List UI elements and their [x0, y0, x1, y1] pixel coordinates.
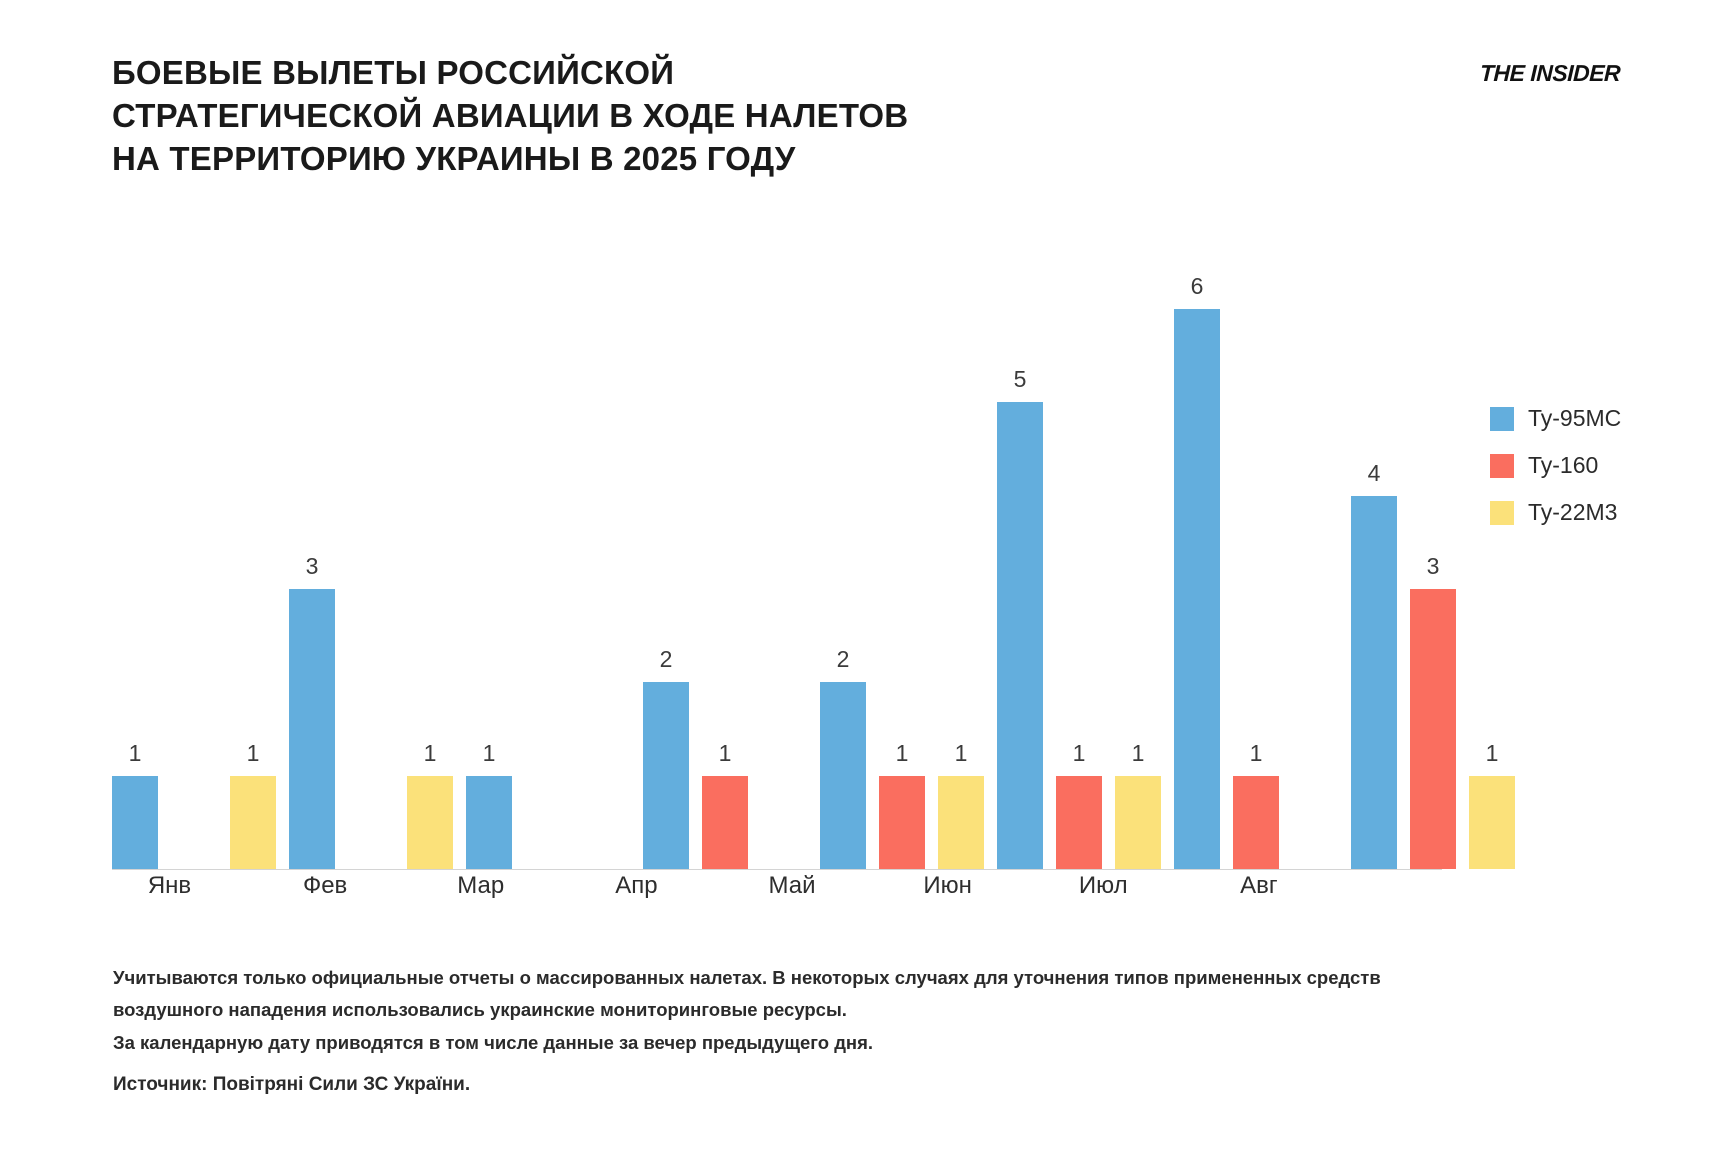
bar-slot [1056, 250, 1102, 869]
footnote-line-1: Учитываются только официальные отчеты о массированных налетах. В некоторых случаях для уточнения типов примененных средств [113, 967, 1381, 988]
bar [230, 776, 276, 869]
bar-slot [112, 250, 158, 869]
x-tick-label: Апр [615, 872, 658, 899]
x-tick-label: Авг [1240, 872, 1278, 899]
bar-slot [1351, 250, 1397, 869]
bar-slot [879, 250, 925, 869]
x-axis-labels [112, 872, 1357, 900]
legend-swatch-icon [1490, 454, 1514, 478]
bar [643, 682, 689, 869]
bar-value-label: 3 [305, 553, 319, 579]
bar-value-label: 2 [836, 646, 850, 673]
bar-slot [820, 250, 866, 869]
legend-item[interactable] [1490, 405, 1621, 432]
bar-slot [466, 250, 512, 869]
chart-legend [1490, 405, 1621, 526]
bar-slot [938, 250, 984, 869]
bar-group [997, 250, 1174, 869]
bar-chart [112, 250, 1499, 899]
x-tick-label: Июн [923, 872, 972, 899]
bar-slot [1233, 250, 1279, 869]
page-title [112, 52, 908, 181]
bar-value-label: 1 [1072, 739, 1086, 766]
bar-slot [289, 250, 335, 869]
legend-swatch-icon [1490, 407, 1514, 431]
bar-value-label: 1 [1131, 739, 1145, 766]
title-line-2: СТРАТЕГИЧЕСКОЙ АВИАЦИИ В ХОДЕ НАЛЕТОВ [112, 96, 909, 134]
bar-value-label: 6 [1190, 273, 1204, 299]
bar-slot [1410, 250, 1456, 869]
bar-slot [1174, 250, 1220, 869]
x-tick-label: Янв [147, 872, 192, 899]
bar [466, 776, 512, 869]
header [112, 52, 1620, 181]
bar-value-label: 1 [1249, 739, 1263, 766]
bar-slot [584, 250, 630, 869]
source-line: Источник: Повітряні Сили ЗС України. [113, 1073, 471, 1095]
bar-group [1174, 250, 1351, 869]
bar-slot [1469, 250, 1515, 869]
brand-logo: THE INSIDER [1479, 60, 1621, 86]
bar [879, 776, 925, 869]
bar-group [643, 250, 820, 869]
bar [289, 589, 335, 869]
bar-value-label: 1 [128, 739, 142, 766]
bar-value-label: 1 [895, 739, 909, 766]
footnotes [113, 965, 1593, 1115]
legend-item[interactable] [1490, 452, 1621, 479]
bar-group [466, 250, 643, 869]
legend-label: Ту-160 [1528, 452, 1599, 478]
bar-value-label: 1 [1485, 739, 1499, 766]
legend-swatch-icon [1490, 501, 1514, 525]
bar-value-label: 1 [718, 739, 732, 766]
bar-slot [997, 250, 1043, 869]
bar-value-label: 5 [1013, 366, 1027, 393]
bar-slot [171, 250, 217, 869]
bar-groups [112, 250, 1499, 869]
bar-slot [230, 250, 276, 869]
bar-group [820, 250, 997, 869]
bar-slot [525, 250, 571, 869]
bar [1115, 776, 1161, 869]
bar-slot [1292, 250, 1338, 869]
footnote-line-2: воздушного нападения использовались украинские мониторинговые ресурсы. [113, 999, 847, 1021]
bar-value-label: 1 [246, 739, 260, 766]
bar [938, 776, 984, 869]
bar-group [112, 250, 289, 869]
legend-item[interactable] [1490, 499, 1621, 526]
bar-slot [643, 250, 689, 869]
bar [1174, 309, 1220, 869]
bar-value-label: 4 [1367, 459, 1381, 486]
bar-slot [1115, 250, 1161, 869]
x-axis-line [112, 869, 1442, 870]
bar-value-label: 2 [659, 646, 673, 673]
bar [1410, 589, 1456, 869]
x-tick-label: Июл [1078, 872, 1128, 899]
bar [702, 776, 748, 869]
bar-group [289, 250, 466, 869]
x-tick-label: Май [768, 872, 816, 899]
bar [407, 776, 453, 869]
legend-label: Ту-95МС [1528, 405, 1622, 431]
title-line-3: НА ТЕРРИТОРИЮ УКРАИНЫ В 2025 ГОДУ [112, 139, 796, 177]
bar [112, 776, 158, 869]
x-tick-label: Фев [302, 872, 348, 899]
plot-area [112, 250, 1499, 870]
bar [1469, 776, 1515, 869]
bar-slot [761, 250, 807, 869]
bar-value-label: 1 [482, 739, 496, 766]
bar [1056, 776, 1102, 869]
legend-label: Ту-22М3 [1528, 499, 1618, 525]
title-line-1: БОЕВЫЕ ВЫЛЕТЫ РОССИЙСКОЙ [112, 54, 675, 91]
bar-value-label: 1 [954, 739, 968, 766]
bar [997, 402, 1043, 869]
bar-slot [702, 250, 748, 869]
bar-value-label: 3 [1426, 553, 1440, 579]
bar-value-label: 1 [423, 739, 437, 766]
bar [1351, 496, 1397, 869]
bar-slot [407, 250, 453, 869]
bar [1233, 776, 1279, 869]
bar-slot [348, 250, 394, 869]
bar [820, 682, 866, 869]
bar-group [1351, 250, 1528, 869]
footnote-line-3: За календарную дату приводятся в том числе данные за вечер предыдущего дня. [113, 1031, 874, 1053]
x-tick-label: Мар [457, 872, 505, 899]
